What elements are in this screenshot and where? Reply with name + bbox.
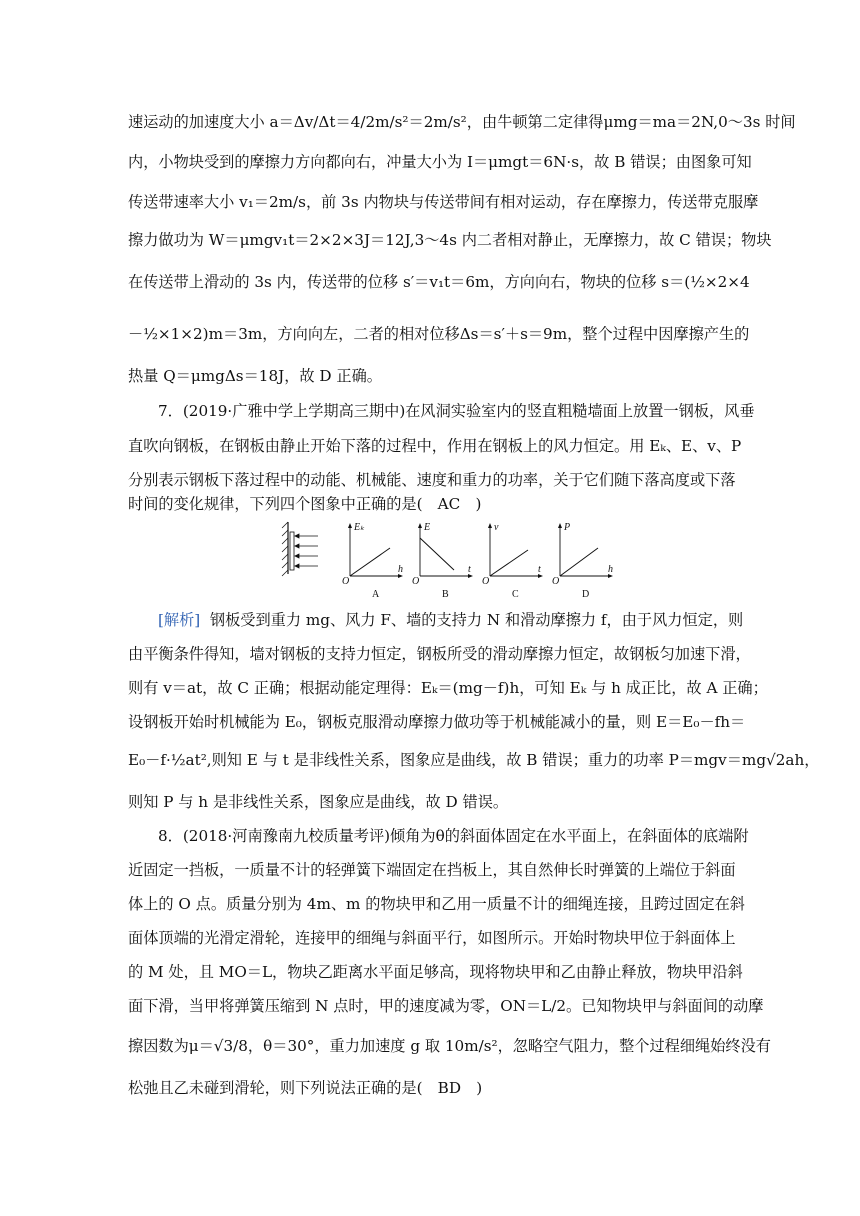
graph-b-origin: O bbox=[412, 576, 420, 587]
graph-d-y-label: P bbox=[564, 522, 571, 533]
analysis-text: 钢板受到重力 mg、风力 F、墙的支持力 N 和滑动摩擦力 f，由于风力恒定，则 bbox=[209, 611, 744, 629]
text-line: 在传送带上滑动的 3s 内，传送带的位移 s′＝v₁t＝6m，方向向右，物块的位移 s＝(½×2×4 bbox=[128, 273, 750, 291]
wall-icon bbox=[282, 522, 294, 576]
text-line: 松弛且乙未碰到滑轮，则下列说法正确的是( BD ) bbox=[128, 1079, 483, 1097]
graph-c-x-label: t bbox=[538, 564, 541, 575]
text-line: 时间的变化规律，下列四个图象中正确的是( AC ) bbox=[128, 495, 482, 513]
graph-a-x-label: h bbox=[398, 564, 403, 575]
graph-d-letter: D bbox=[582, 589, 590, 600]
graph-a-letter: A bbox=[372, 589, 380, 600]
wind-arrows-icon bbox=[295, 534, 318, 568]
analysis-tag: [解析] bbox=[158, 611, 201, 629]
graph-d bbox=[552, 522, 613, 600]
text-line: 速运动的加速度大小 a＝Δv/Δt＝4/2m/s²＝2m/s²，由牛顿第二定律得μmg＝ma＝2N,0～3s 时间 bbox=[128, 113, 796, 131]
text-line: 则有 v＝at，故 C 正确；根据动能定理得：Eₖ＝(mg－f)h，可知 Eₖ 与 h 成正比，故 A 正确； bbox=[128, 679, 768, 697]
graph-b-letter: B bbox=[442, 589, 449, 600]
graph-a-origin: O bbox=[342, 576, 350, 587]
question-7-line: 7．(2019·广雅中学上学期高三期中)在风洞实验室内的竖直粗糙墙面上放置一钢板，风垂 bbox=[158, 402, 755, 420]
text-line: 则知 P 与 h 是非线性关系，图象应是曲线，故 D 错误。 bbox=[128, 793, 509, 811]
text-line: 热量 Q＝μmgΔs＝18J，故 D 正确。 bbox=[128, 367, 382, 385]
graph-c-origin: O bbox=[482, 576, 490, 587]
text-line: 面体顶端的光滑定滑轮，连接甲的细绳与斜面平行，如图所示。开始时物块甲位于斜面体上 bbox=[128, 929, 736, 947]
text-line: 近固定一挡板，一质量不计的轻弹簧下端固定在挡板上，其自然伸长时弹簧的上端位于斜面 bbox=[128, 861, 736, 879]
analysis-line bbox=[158, 610, 744, 630]
graph-figure bbox=[278, 518, 618, 600]
graph-c-letter: C bbox=[512, 589, 519, 600]
four-graphs-figure bbox=[278, 518, 618, 600]
text-line: 面下滑，当甲将弹簧压缩到 N 点时，甲的速度减为零，ON＝L/2。已知物块甲与斜面间的动摩 bbox=[128, 997, 764, 1015]
graph-b-y-label: E bbox=[424, 522, 431, 533]
graph-b bbox=[412, 522, 473, 600]
text-line: 设钢板开始时机械能为 E₀，钢板克服滑动摩擦力做功等于机械能减小的量，则 E＝E₀－fh＝ bbox=[128, 713, 746, 731]
graph-b-x-label: t bbox=[468, 564, 471, 575]
text-line: 内，小物块受到的摩擦力方向都向右，冲量大小为 I＝μmgt＝6N·s，故 B 错误；由图象可知 bbox=[128, 153, 752, 171]
graph-d-origin: O bbox=[552, 576, 560, 587]
text-line: 由平衡条件得知，墙对钢板的支持力恒定，钢板所受的滑动摩擦力恒定，故钢板匀加速下滑， bbox=[128, 645, 751, 663]
text-line: 分别表示钢板下落过程中的动能、机械能、速度和重力的功率，关于它们随下落高度或下落 bbox=[128, 471, 736, 489]
text-line: 擦力做功为 W＝μmgv₁t＝2×2×3J＝12J,3～4s 内二者相对静止，无摩擦力，故 C 错误；物块 bbox=[128, 231, 772, 249]
text-line: 的 M 处，且 MO＝L，物块乙距离水平面足够高，现将物块甲和乙由静止释放，物块甲沿斜 bbox=[128, 963, 743, 981]
text-line: 直吹向钢板，在钢板由静止开始下落的过程中，作用在钢板上的风力恒定。用 Eₖ、E、v、P bbox=[128, 437, 742, 455]
graph-c-y-label: v bbox=[494, 522, 499, 533]
graph-a-y-label: Eₖ bbox=[354, 522, 365, 533]
text-line: 擦因数为μ＝√3/8，θ＝30°，重力加速度 g 取 10m/s²，忽略空气阻力，整个过程细绳始终没有 bbox=[128, 1037, 771, 1055]
text-line: 传送带速率大小 v₁＝2m/s，前 3s 内物块与传送带间有相对运动，存在摩擦力，传送带克服摩 bbox=[128, 193, 759, 211]
text-line: －½×1×2)m＝3m，方向向左，二者的相对位移Δs＝s′＋s＝9m，整个过程中因摩擦产生的 bbox=[128, 325, 750, 343]
text-line: E₀－f·½at²,则知 E 与 t 是非线性关系，图象应是曲线，故 B 错误；重力的功率 P＝mgv＝mg√2ah， bbox=[128, 751, 820, 769]
question-8-line: 8．(2018·河南豫南九校质量考评)倾角为θ的斜面体固定在水平面上，在斜面体的底端附 bbox=[158, 827, 749, 845]
graph-c bbox=[482, 522, 543, 600]
graph-a bbox=[342, 522, 403, 600]
graph-d-x-label: h bbox=[608, 564, 613, 575]
text-line: 体上的 O 点。质量分别为 4m、m 的物块甲和乙用一质量不计的细绳连接，且跨过固定在斜 bbox=[128, 895, 745, 913]
